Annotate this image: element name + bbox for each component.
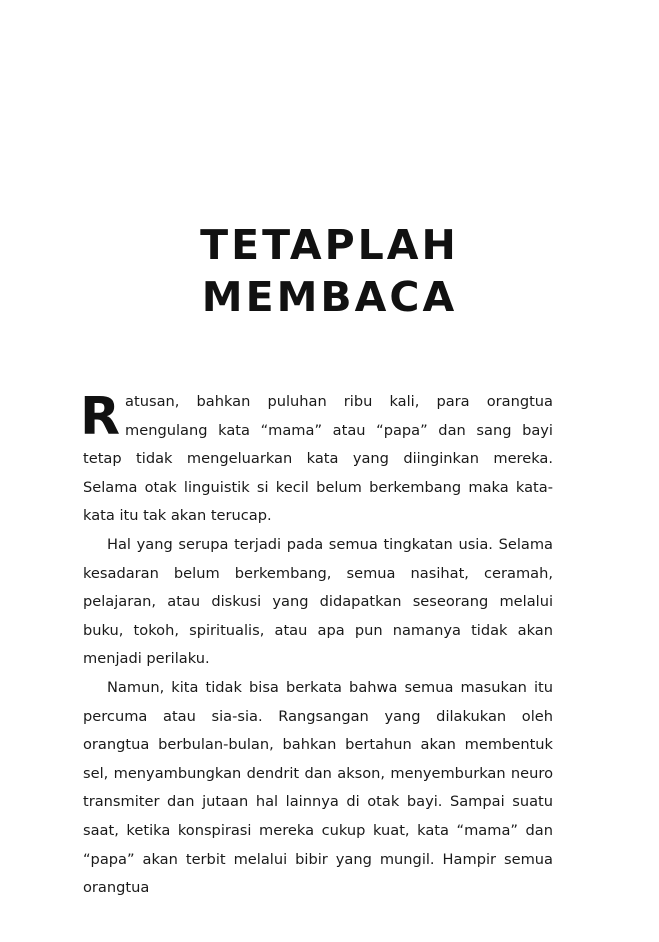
paragraph-1-text: atusan, bahkan puluhan ribu kali, para orangtua mengulang kata “mama” atau “papa” dan sang bayi tetap tidak mengeluarkan kata yang diinginkan mereka. Selama otak linguistik si kecil belum berkembang maka kata-kata itu tak akan terucap. [83, 393, 553, 525]
body-text [80, 387, 553, 903]
chapter-title-line-1: TETAPLAH [200, 221, 459, 270]
paragraph-3: Namun, kita tidak bisa berkata bahwa semua masukan itu percuma atau sia-sia. Rangsangan yang dilakukan oleh orangtua berbulan-bulan, bahkan bertahun akan membentuk sel, menyambungkan dendrit dan akson, menyemburkan neuro transmiter dan jutaan hal lainnya di otak bayi. Sampai suatu saat, ketika konspirasi mereka cukup kuat, kata “mama” dan “papa” akan terbit melalui bibir yang mungil. Hampir semua orangtua [83, 678, 553, 897]
drop-cap: R [80, 387, 121, 447]
paragraph-2: Hal yang serupa terjadi pada semua tingkatan usia. Selama kesadaran belum berkembang, semua nasihat, ceramah, pelajaran, atau diskusi yang didapatkan seseorang melalui buku, tokoh, spiritualis, atau apa pun namanya tidak akan menjadi perilaku. [83, 535, 553, 668]
chapter-title [0, 219, 659, 323]
chapter-title-line-2: MEMBACA [201, 273, 458, 322]
paragraph-1 [80, 387, 553, 531]
